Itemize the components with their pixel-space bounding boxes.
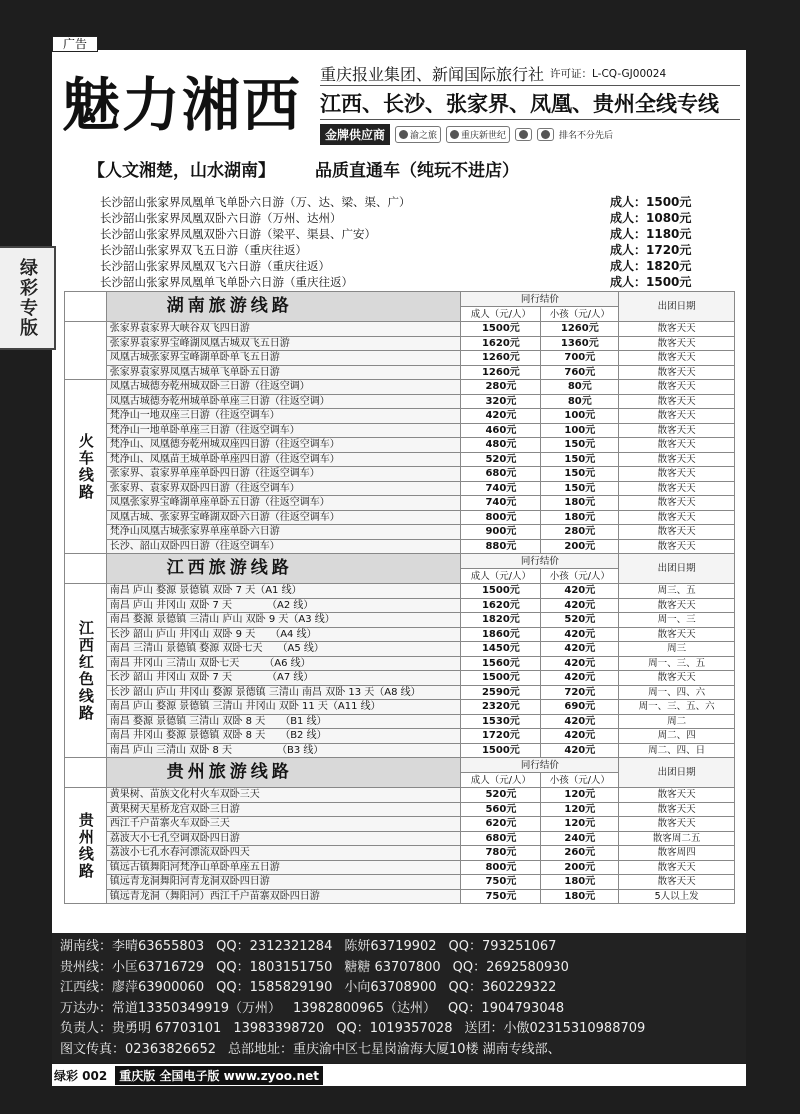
child-price: 150元 (541, 438, 619, 453)
contact-line (60, 1040, 746, 1061)
section-title: 江西旅游线路 (106, 554, 461, 584)
slogan (70, 156, 740, 181)
brand-icon (541, 130, 550, 139)
adult-price: 780元 (461, 846, 541, 861)
depart-date: 散客天天 (619, 539, 735, 554)
contact-item: 图文传真：02363826652 (60, 1041, 216, 1057)
route-name: 南昌 庐山 婺源 景德镇 三清山 井冈山 双卧 11 天（A11 线） (106, 700, 461, 715)
rank-note: 排名不分先后 (559, 130, 614, 141)
table-row (65, 336, 735, 351)
contact-line (60, 978, 746, 999)
child-price: 420元 (541, 671, 619, 686)
package-price: 成人：1500元 (610, 275, 692, 289)
contact-item: 湖南线：李晴63655803 (60, 939, 205, 954)
child-price: 120元 (541, 817, 619, 832)
contact-block (52, 933, 746, 1063)
section-corner (65, 554, 107, 584)
route-name: 梵净山凤凰古城张家界单座单卧六日游 (106, 525, 461, 540)
route-name: 南昌 庐山 三清山 双卧 8 天 （B3 线） (106, 743, 461, 758)
adult-price: 1560元 (461, 656, 541, 671)
table-row (65, 802, 735, 817)
logo-title: 魅力湘西 (62, 71, 303, 139)
package-item (100, 274, 740, 290)
table-row (65, 685, 735, 700)
supplier-badge: 金牌供应商 (320, 124, 390, 145)
route-name: 长沙、韶山双卧四日游（往返空调车） (106, 539, 461, 554)
child-price: 150元 (541, 452, 619, 467)
child-header: 小孩（元/人） (541, 307, 619, 322)
adult-price: 280元 (461, 380, 541, 395)
child-price: 100元 (541, 409, 619, 424)
child-price: 420元 (541, 642, 619, 657)
child-price: 760元 (541, 365, 619, 380)
package-name: 长沙韶山张家界双飞五日游（重庆往返） (100, 243, 307, 257)
child-price: 1360元 (541, 336, 619, 351)
child-price: 80元 (541, 380, 619, 395)
adult-price: 1620元 (461, 598, 541, 613)
table-row (65, 365, 735, 380)
date-header: 出团日期 (619, 554, 735, 584)
route-name: 张家界袁家界凤凰古城单飞单卧五日游 (106, 365, 461, 380)
section-corner (65, 758, 107, 788)
child-price: 420元 (541, 743, 619, 758)
route-name: 南昌 井冈山 婺源 景德镇 双卧 8 天 （B2 线） (106, 729, 461, 744)
footer (52, 1064, 746, 1086)
table-row (65, 423, 735, 438)
adult-price: 750元 (461, 889, 541, 904)
contact-item: 小向63708900 (344, 980, 437, 995)
child-price: 690元 (541, 700, 619, 715)
contact-item: 贵州线：小匡63716729 (60, 959, 205, 975)
route-name: 长沙 韶山 井冈山 双卧 7 天 （A7 线） (106, 671, 461, 686)
route-name: 南昌 婺源 景德镇 三清山 庐山 双卧 9 天（A3 线） (106, 613, 461, 628)
child-price: 700元 (541, 351, 619, 366)
route-name: 张家界袁家界宝峰湖凤凰古城双飞五日游 (106, 336, 461, 351)
route-name: 黄果树、苗族文化村火车双卧三天 (106, 788, 461, 803)
adult-price: 560元 (461, 802, 541, 817)
table-row (65, 743, 735, 758)
table-row (65, 860, 735, 875)
route-name: 西江千户苗寨火车双卧三天 (106, 817, 461, 832)
contact-item: QQ：1803151750 (216, 959, 333, 975)
depart-date: 散客天天 (619, 481, 735, 496)
adult-price: 1530元 (461, 714, 541, 729)
adult-price: 1450元 (461, 642, 541, 657)
child-header: 小孩（元/人） (541, 773, 619, 788)
date-header: 出团日期 (619, 758, 735, 788)
depart-date: 散客天天 (619, 409, 735, 424)
adult-price: 800元 (461, 860, 541, 875)
adult-header: 成人（元/人） (461, 569, 541, 584)
contact-item: 万达办：常道13350349919（万州） (60, 1000, 281, 1016)
package-price: 成人：1720元 (610, 243, 692, 257)
adult-price: 1500元 (461, 671, 541, 686)
adult-price: 1260元 (461, 351, 541, 366)
route-name: 长沙 韶山 庐山 井冈山 双卧 9 天 （A4 线） (106, 627, 461, 642)
adult-price: 620元 (461, 817, 541, 832)
table-row (65, 671, 735, 686)
route-name: 凤凰张家界宝峰湖单座单卧五日游（往返空调车） (106, 496, 461, 511)
adult-price: 1500元 (461, 584, 541, 599)
depart-date: 周二、四、日 (619, 743, 735, 758)
contact-item: 总部地址：重庆渝中区七星岗渝海大厦10楼 湖南专线部、 (227, 1041, 561, 1057)
table-row (65, 322, 735, 337)
package-price: 成人：1080元 (610, 211, 692, 225)
child-price: 420元 (541, 729, 619, 744)
child-price: 420元 (541, 584, 619, 599)
child-price: 1260元 (541, 322, 619, 337)
adult-price: 2320元 (461, 700, 541, 715)
adult-price: 420元 (461, 409, 541, 424)
adult-price: 320元 (461, 394, 541, 409)
table-row (65, 525, 735, 540)
table-row (65, 817, 735, 832)
package-item (100, 242, 740, 258)
page-number: 绿彩 002 (54, 1068, 108, 1083)
adult-price: 520元 (461, 452, 541, 467)
table-row (65, 889, 735, 904)
depart-date: 散客天天 (619, 322, 735, 337)
side-tab: 绿彩专版 (0, 246, 56, 350)
contact-item: QQ：360229322 (448, 980, 557, 995)
table-row (65, 438, 735, 453)
depart-date: 散客天天 (619, 875, 735, 890)
depart-date: 周一、三 (619, 613, 735, 628)
table-row (65, 481, 735, 496)
table-row (65, 613, 735, 628)
depart-date: 周一、三、五 (619, 656, 735, 671)
table-row (65, 539, 735, 554)
route-name: 梵净山、凤凰苗王城单卧单座四日游（往返空调车） (106, 452, 461, 467)
route-lines: 江西、长沙、张家界、凤凰、贵州全线专线 (320, 86, 740, 120)
table-row (65, 729, 735, 744)
license: 许可证：L-CQ-GJ00024 (550, 68, 667, 80)
adult-price: 480元 (461, 438, 541, 453)
route-name: 梵净山一地单卧单座三日游（往返空调车） (106, 423, 461, 438)
depart-date: 散客天天 (619, 380, 735, 395)
table-row (65, 510, 735, 525)
depart-date: 周一、四、六 (619, 685, 735, 700)
brand-logo (537, 128, 554, 141)
route-name: 凤凰古城德夯乾州城单卧单座三日游（往返空调） (106, 394, 461, 409)
section-corner (65, 292, 107, 322)
table-row (65, 831, 735, 846)
depart-date: 散客天天 (619, 496, 735, 511)
route-name: 凤凰古城张家界宝峰湖单卧单飞五日游 (106, 351, 461, 366)
table-row (65, 584, 735, 599)
contact-item: 江西线：廖萍63900060 (60, 980, 205, 995)
adult-price: 900元 (461, 525, 541, 540)
child-price: 420元 (541, 598, 619, 613)
depart-date: 散客天天 (619, 351, 735, 366)
child-price: 80元 (541, 394, 619, 409)
depart-date: 散客天天 (619, 525, 735, 540)
brand-logo: 渝之旅 (395, 126, 441, 143)
header (58, 62, 742, 148)
route-name: 荔波大小七孔空调双卧四日游 (106, 831, 461, 846)
brand-icon (450, 130, 459, 139)
package-item (100, 210, 740, 226)
adult-price: 1260元 (461, 365, 541, 380)
package-name: 长沙韶山张家界凤凰单飞单卧六日游（万、达、梁、渠、广） (100, 195, 411, 209)
depart-date: 散客天天 (619, 423, 735, 438)
package-name: 长沙韶山张家界凤凰双卧六日游（万州、达州） (100, 211, 342, 225)
depart-date: 散客天天 (619, 802, 735, 817)
child-price: 120元 (541, 788, 619, 803)
depart-date: 散客周二五 (619, 831, 735, 846)
route-name: 南昌 井冈山 三清山 双卧七天 （A6 线） (106, 656, 461, 671)
contact-item: 13983398720 (233, 1021, 325, 1036)
route-name: 凤凰古城、张家界宝峰湖双卧六日游（往返空调车） (106, 510, 461, 525)
depart-date: 周二、四 (619, 729, 735, 744)
contact-line (60, 958, 746, 979)
contact-item: QQ：1585829190 (216, 980, 333, 995)
contact-item: 糖糖 63707800 (344, 959, 441, 975)
table-row (65, 409, 735, 424)
table-row (65, 656, 735, 671)
child-price: 120元 (541, 802, 619, 817)
adult-price: 680元 (461, 467, 541, 482)
table-row (65, 394, 735, 409)
child-price: 180元 (541, 889, 619, 904)
table-row (65, 351, 735, 366)
route-name: 张家界、袁家界单座单卧四日游（往返空调车） (106, 467, 461, 482)
adult-price: 740元 (461, 481, 541, 496)
package-price: 成人：1500元 (610, 195, 692, 209)
package-item (100, 194, 740, 210)
adult-price: 680元 (461, 831, 541, 846)
adult-price: 740元 (461, 496, 541, 511)
route-name: 梵净山、凤凰德夯乾州城双座四日游（往返空调车） (106, 438, 461, 453)
adult-price: 1720元 (461, 729, 541, 744)
slogan-left: 【人文湘楚，山水湖南】 (88, 161, 275, 181)
child-price: 100元 (541, 423, 619, 438)
adult-price: 1500元 (461, 743, 541, 758)
contact-item: 13982800965（达州） (292, 1000, 436, 1016)
depart-date: 周三、五 (619, 584, 735, 599)
package-price: 成人：1820元 (610, 259, 692, 273)
contact-item: QQ：793251067 (448, 939, 557, 954)
package-price: 成人：1180元 (610, 227, 692, 241)
route-name: 长沙 韶山 庐山 井冈山 婺源 景德镇 三清山 南昌 双卧 13 天（A8 线） (106, 685, 461, 700)
package-name: 长沙韶山张家界凤凰双飞六日游（重庆往返） (100, 259, 330, 273)
child-price: 200元 (541, 860, 619, 875)
adult-price: 520元 (461, 788, 541, 803)
slogan-right: 品质直通车（纯玩不进店） (315, 161, 519, 181)
date-header: 出团日期 (619, 292, 735, 322)
route-name: 张家界袁家界大峡谷双飞四日游 (106, 322, 461, 337)
contact-line (60, 999, 746, 1020)
depart-date: 散客天天 (619, 671, 735, 686)
brand-icon (519, 130, 528, 139)
route-name: 镇远青龙洞（舞阳河）西江千户苗寨双卧四日游 (106, 889, 461, 904)
table-row (65, 627, 735, 642)
adult-price: 460元 (461, 423, 541, 438)
child-price: 520元 (541, 613, 619, 628)
depart-date: 散客天天 (619, 627, 735, 642)
contact-item: QQ：2692580930 (452, 959, 569, 975)
table-row (65, 452, 735, 467)
adult-price: 800元 (461, 510, 541, 525)
contact-item: QQ：1019357028 (336, 1021, 453, 1036)
adult-price: 880元 (461, 539, 541, 554)
depart-date: 散客天天 (619, 365, 735, 380)
table-row (65, 380, 735, 395)
ad-label: 广告 (52, 36, 98, 52)
brand-icon (399, 130, 408, 139)
adult-price: 1820元 (461, 613, 541, 628)
route-category (65, 322, 107, 380)
adult-price: 1620元 (461, 336, 541, 351)
adult-price: 1500元 (461, 322, 541, 337)
child-price: 150元 (541, 481, 619, 496)
package-name: 长沙韶山张家界凤凰单飞单卧六日游（重庆往返） (100, 275, 353, 289)
route-category: 贵州线路 (65, 788, 107, 904)
child-price: 420元 (541, 714, 619, 729)
adult-price: 2590元 (461, 685, 541, 700)
edition: 重庆版 全国电子版 www.zyoo.net (115, 1066, 323, 1085)
depart-date: 散客天天 (619, 817, 735, 832)
table-row (65, 598, 735, 613)
header-info (320, 62, 740, 146)
depart-date: 散客天天 (619, 438, 735, 453)
route-name: 张家界、袁家界双卧四日游（往返空调车） (106, 481, 461, 496)
route-name: 镇远青龙洞舞阳河青龙洞双卧四日游 (106, 875, 461, 890)
table-row (65, 788, 735, 803)
table-row (65, 496, 735, 511)
contact-item: QQ：1904793048 (447, 1000, 565, 1016)
package-item (100, 258, 740, 274)
contact-item: 送团：小傲02315310988709 (464, 1021, 646, 1036)
depart-date: 散客天天 (619, 336, 735, 351)
depart-date: 散客天天 (619, 452, 735, 467)
child-price: 720元 (541, 685, 619, 700)
table-row (65, 846, 735, 861)
brand-logo (515, 128, 532, 141)
table-row (65, 467, 735, 482)
route-name: 南昌 三清山 景德镇 婺源 双卧七天 （A5 线） (106, 642, 461, 657)
child-price: 150元 (541, 467, 619, 482)
child-price: 260元 (541, 846, 619, 861)
child-price: 280元 (541, 525, 619, 540)
child-price: 420元 (541, 627, 619, 642)
child-header: 小孩（元/人） (541, 569, 619, 584)
child-price: 180元 (541, 510, 619, 525)
contact-item: 负责人：贵勇明 67703101 (60, 1021, 222, 1036)
adult-header: 成人（元/人） (461, 307, 541, 322)
depart-date: 散客天天 (619, 394, 735, 409)
depart-date: 散客天天 (619, 860, 735, 875)
package-item (100, 226, 740, 242)
group-price-header: 同行结价 (461, 758, 619, 773)
depart-date: 5人以上发 (619, 889, 735, 904)
depart-date: 散客天天 (619, 788, 735, 803)
route-category: 火车线路 (65, 380, 107, 554)
adult-price: 1860元 (461, 627, 541, 642)
adult-header: 成人（元/人） (461, 773, 541, 788)
depart-date: 散客天天 (619, 598, 735, 613)
child-price: 180元 (541, 875, 619, 890)
route-name: 梵净山一地双座三日游（往返空调车） (106, 409, 461, 424)
route-name: 黄果树天星桥龙宫双卧三日游 (106, 802, 461, 817)
org-name: 重庆报业集团、新闻国际旅行社 (320, 65, 545, 84)
table-row (65, 714, 735, 729)
contact-item: QQ：2312321284 (216, 939, 333, 954)
route-name: 凤凰古城德夯乾州城双卧三日游（往返空调） (106, 380, 461, 395)
depart-date: 散客天天 (619, 510, 735, 525)
group-price-header: 同行结价 (461, 292, 619, 307)
package-list (100, 194, 740, 290)
child-price: 180元 (541, 496, 619, 511)
depart-date: 周二 (619, 714, 735, 729)
route-name: 镇远古镇舞阳河梵净山单卧单座五日游 (106, 860, 461, 875)
adult-price: 750元 (461, 875, 541, 890)
route-name: 南昌 婺源 景德镇 三清山 双卧 8 天 （B1 线） (106, 714, 461, 729)
contact-item: 陈妍63719902 (344, 939, 437, 954)
route-name: 南昌 庐山 婺源 景德镇 双卧 7 天（A1 线） (106, 584, 461, 599)
depart-date: 散客天天 (619, 467, 735, 482)
contact-line (60, 1019, 746, 1040)
route-table (64, 291, 735, 904)
child-price: 200元 (541, 539, 619, 554)
table-row (65, 642, 735, 657)
depart-date: 散客周四 (619, 846, 735, 861)
section-title: 湖南旅游线路 (106, 292, 461, 322)
route-name: 荔波小七孔水春河漂流双卧四天 (106, 846, 461, 861)
group-price-header: 同行结价 (461, 554, 619, 569)
table-row (65, 700, 735, 715)
brand-logo: 重庆新世纪 (446, 126, 510, 143)
route-category: 江西红色线路 (65, 584, 107, 758)
contact-line (60, 937, 746, 958)
child-price: 420元 (541, 656, 619, 671)
section-title: 贵州旅游线路 (106, 758, 461, 788)
depart-date: 周三 (619, 642, 735, 657)
package-name: 长沙韶山张家界凤凰双卧六日游（梁平、渠县、广安） (100, 227, 376, 241)
route-name: 南昌 庐山 井冈山 双卧 7 天 （A2 线） (106, 598, 461, 613)
depart-date: 周一、三、五、六 (619, 700, 735, 715)
table-row (65, 875, 735, 890)
child-price: 240元 (541, 831, 619, 846)
